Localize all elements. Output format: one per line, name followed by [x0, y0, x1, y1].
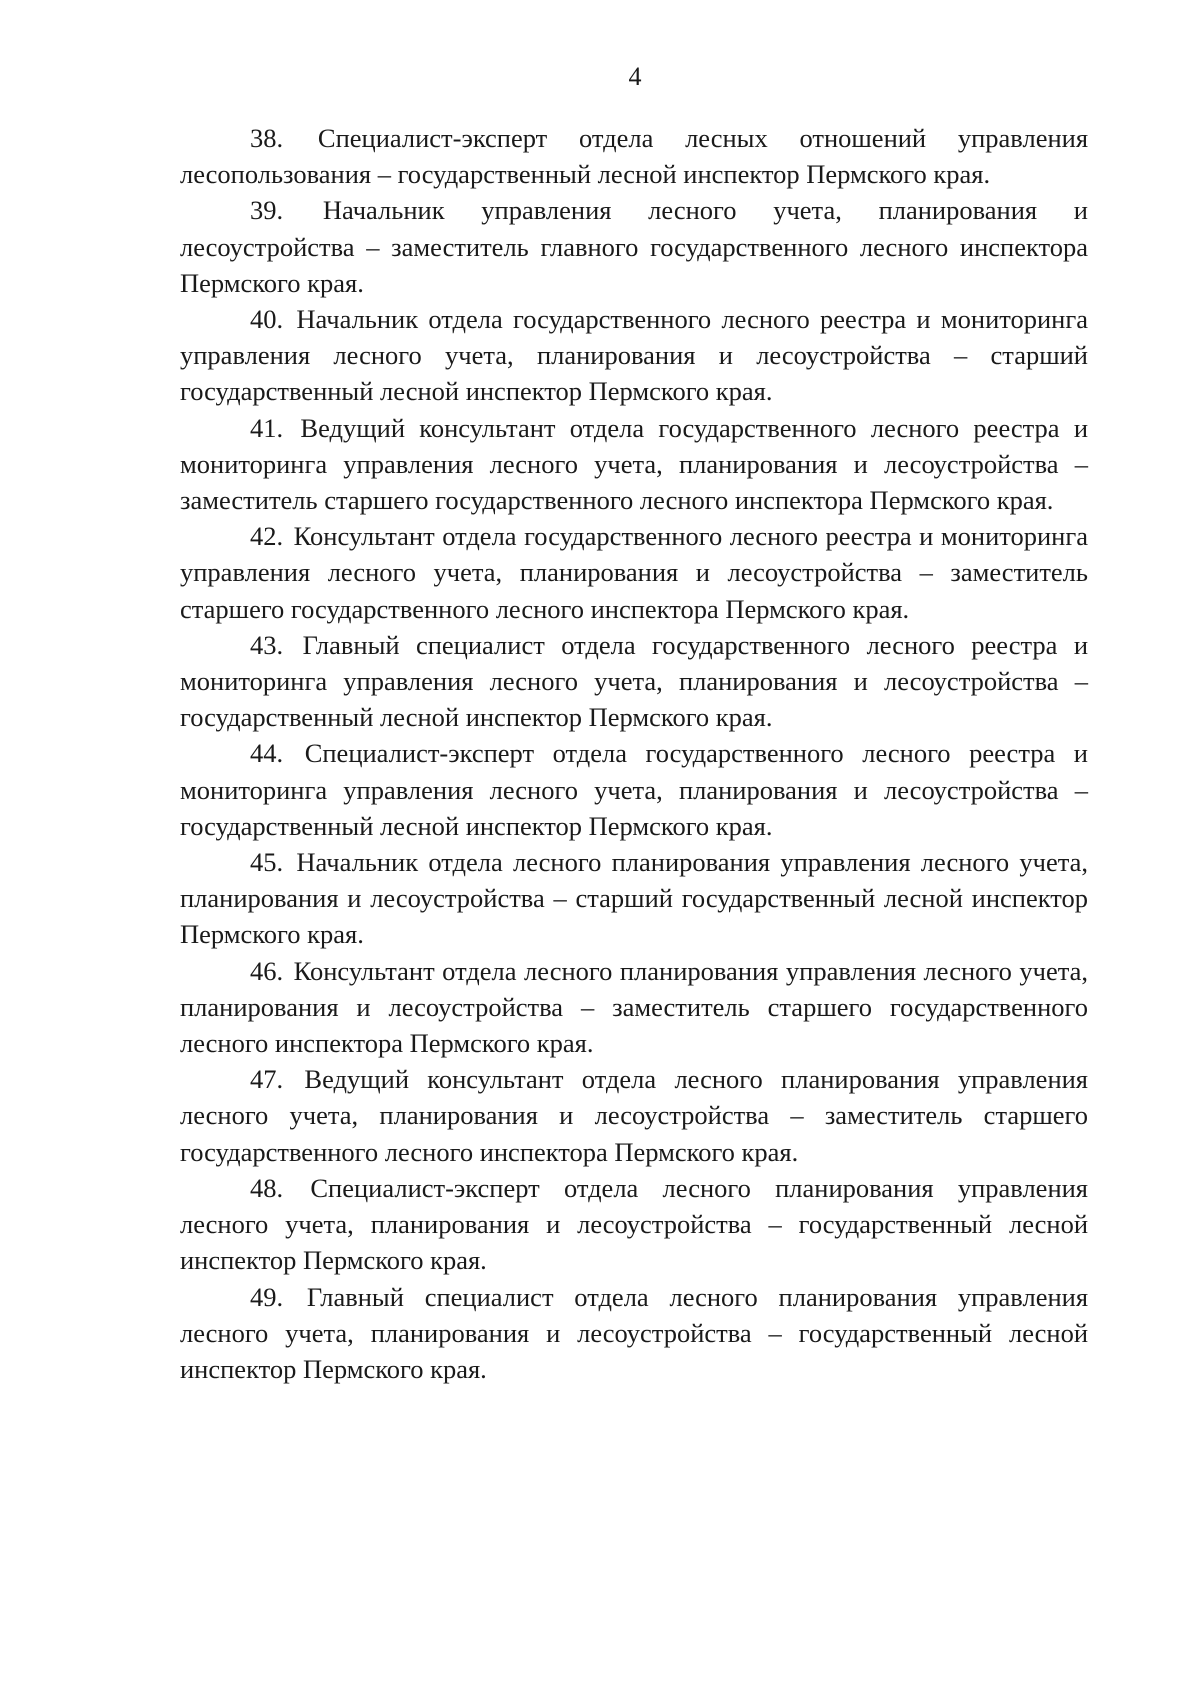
list-item: [180, 301, 1088, 410]
list-item: [180, 627, 1088, 736]
list-item: [180, 953, 1088, 1062]
item-number: 45.: [250, 847, 284, 878]
item-number: 44.: [250, 738, 284, 769]
item-text: Специалист-эксперт отдела государственного лесного реестра и мониторинга управления лесного учета, планирования и лесоустройства – государственный лесной инспектор Пермского края.: [180, 738, 1088, 841]
item-text: Специалист-эксперт отдела лесного планирования управления лесного учета, планирования и лесоустройства – государственный лесной инспектор Пермского края.: [180, 1172, 1088, 1276]
item-text: Специалист-эксперт отдела лесных отношений управления лесопользования – государственный лесной инспектор Пермского края.: [180, 123, 1089, 190]
list-item: [180, 192, 1088, 301]
item-number: 41.: [250, 412, 284, 443]
item-text: Начальник управления лесного учета, планирования и лесоустройства – заместитель главного государственного лесного инспектора Пермского края.: [180, 195, 1088, 298]
item-text: Консультант отдела государственного лесного реестра и мониторинга управления лесного учета, планирования и лесоустройства – заместитель старшего государственного лесного инспектора Пермского края.: [180, 521, 1088, 624]
item-number: 39.: [250, 195, 284, 226]
item-text: Начальник отдела лесного планирования управления лесного учета, планирования и лесоустройства – старший государственный лесной инспектор Пермского края.: [180, 847, 1088, 950]
list-item: [180, 120, 1088, 192]
document-body: [180, 120, 1088, 1387]
item-text: Ведущий консультант отдела лесного планирования управления лесного учета, планирования и лесоустройства – заместитель старшего государственного лесного инспектора Пермского края.: [180, 1064, 1088, 1167]
item-text: Ведущий консультант отдела государственного лесного реестра и мониторинга управления лесного учета, планирования и лесоустройства – заместитель старшего государственного лесного инспектора Пермского края.: [180, 412, 1089, 516]
list-item: [180, 1061, 1088, 1170]
list-item: [180, 1170, 1088, 1279]
item-number: 48.: [250, 1172, 284, 1203]
list-item: [180, 844, 1088, 953]
list-item: [180, 735, 1088, 844]
list-item: [180, 518, 1088, 627]
list-item: [180, 410, 1088, 519]
item-number: 42.: [250, 521, 284, 552]
item-text: Консультант отдела лесного планирования управления лесного учета, планирования и лесоустройства – заместитель старшего государственного лесного инспектора Пермского края.: [180, 955, 1088, 1059]
item-number: 38.: [250, 123, 284, 153]
item-number: 46.: [250, 955, 284, 986]
page-number: 4: [628, 62, 642, 91]
item-text: Начальник отдела государственного лесного реестра и мониторинга управления лесного учета, планирования и лесоустройства – старший государственный лесной инспектор Пермского края.: [180, 304, 1088, 407]
item-number: 40.: [250, 304, 284, 335]
list-item: [180, 1279, 1088, 1388]
item-number: 49.: [250, 1281, 284, 1312]
item-text: Главный специалист отдела лесного планирования управления лесного учета, планирования и лесоустройства – государственный лесной инспектор Пермского края.: [180, 1281, 1089, 1384]
item-number: 47.: [250, 1064, 284, 1095]
item-text: Главный специалист отдела государственного лесного реестра и мониторинга управления лесного учета, планирования и лесоустройства – государственный лесной инспектор Пермского края.: [180, 629, 1089, 733]
item-number: 43.: [250, 629, 284, 660]
